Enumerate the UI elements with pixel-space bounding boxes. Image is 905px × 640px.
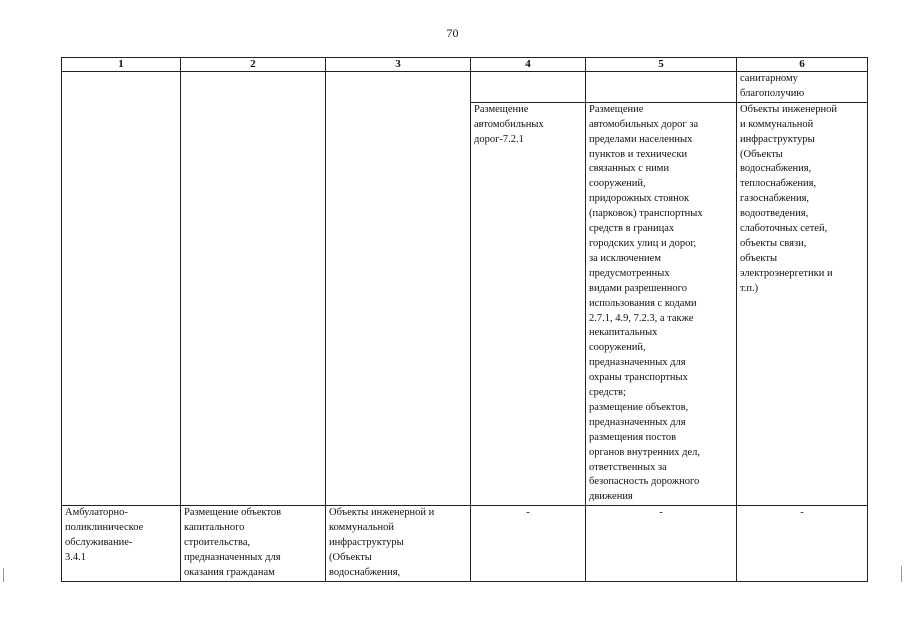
header-col-6: 6 bbox=[737, 58, 868, 72]
header-col-5: 5 bbox=[586, 58, 737, 72]
clinic-auxiliary-use-cell: Объекты инженерной и коммунальной инфраструктуры (Объекты водоснабжения, bbox=[326, 506, 471, 582]
regulation-table bbox=[61, 57, 868, 582]
road-auxiliary-use-cell: Объекты инженерной и коммунальной инфраструктуры (Объекты водоснабжения, теплоснабжения, газоснабжения, водоотведения, слаботочных сетей, объекты связи, объекты электроэнергетики и т.п.) bbox=[737, 102, 868, 505]
merged-empty-cell-2 bbox=[181, 72, 326, 506]
header-row bbox=[62, 58, 868, 72]
clinic-cell-4: - bbox=[471, 506, 586, 582]
scan-edge-mark-left bbox=[3, 568, 4, 582]
header-col-2: 2 bbox=[181, 58, 326, 72]
clinic-description-cell: Размещение объектов капитального строительства, предназначенных для оказания гражданам bbox=[181, 506, 326, 582]
continued-cell-4 bbox=[471, 72, 586, 103]
header-col-1: 1 bbox=[62, 58, 181, 72]
clinic-cell-6: - bbox=[737, 506, 868, 582]
clinic-permitted-use-cell: Амбулаторно- поликлиническое обслуживание- 3.4.1 bbox=[62, 506, 181, 582]
continued-row bbox=[62, 72, 868, 103]
clinic-row bbox=[62, 506, 868, 582]
road-permitted-use-cell: Размещение автомобильных дорог-7.2.1 bbox=[471, 102, 586, 505]
merged-empty-cell-3 bbox=[326, 72, 471, 506]
clinic-cell-5: - bbox=[586, 506, 737, 582]
road-description-cell: Размещение автомобильных дорог за пределами населенных пунктов и технически связанных с ними сооружений, придорожных стоянок (парковок) транспортных средств в границах городских улиц и дорог, за исключением предусмотренных видами разрешенного использования с кодами 2.7.1, 4.9, 7.2.3, а также некапитальных сооружений, предназначенных для охраны транспортных средств; размещение объектов, предназначенных для размещения постов органов внутренних дел, ответственных за безопасность дорожного движения bbox=[586, 102, 737, 505]
continued-cell-5 bbox=[586, 72, 737, 103]
merged-empty-cell-1 bbox=[62, 72, 181, 506]
header-col-4: 4 bbox=[471, 58, 586, 72]
continued-cell-6: санитарному благополучию bbox=[737, 72, 868, 103]
scan-edge-mark-right bbox=[901, 566, 902, 582]
page-number: 70 bbox=[446, 26, 459, 40]
header-col-3: 3 bbox=[326, 58, 471, 72]
